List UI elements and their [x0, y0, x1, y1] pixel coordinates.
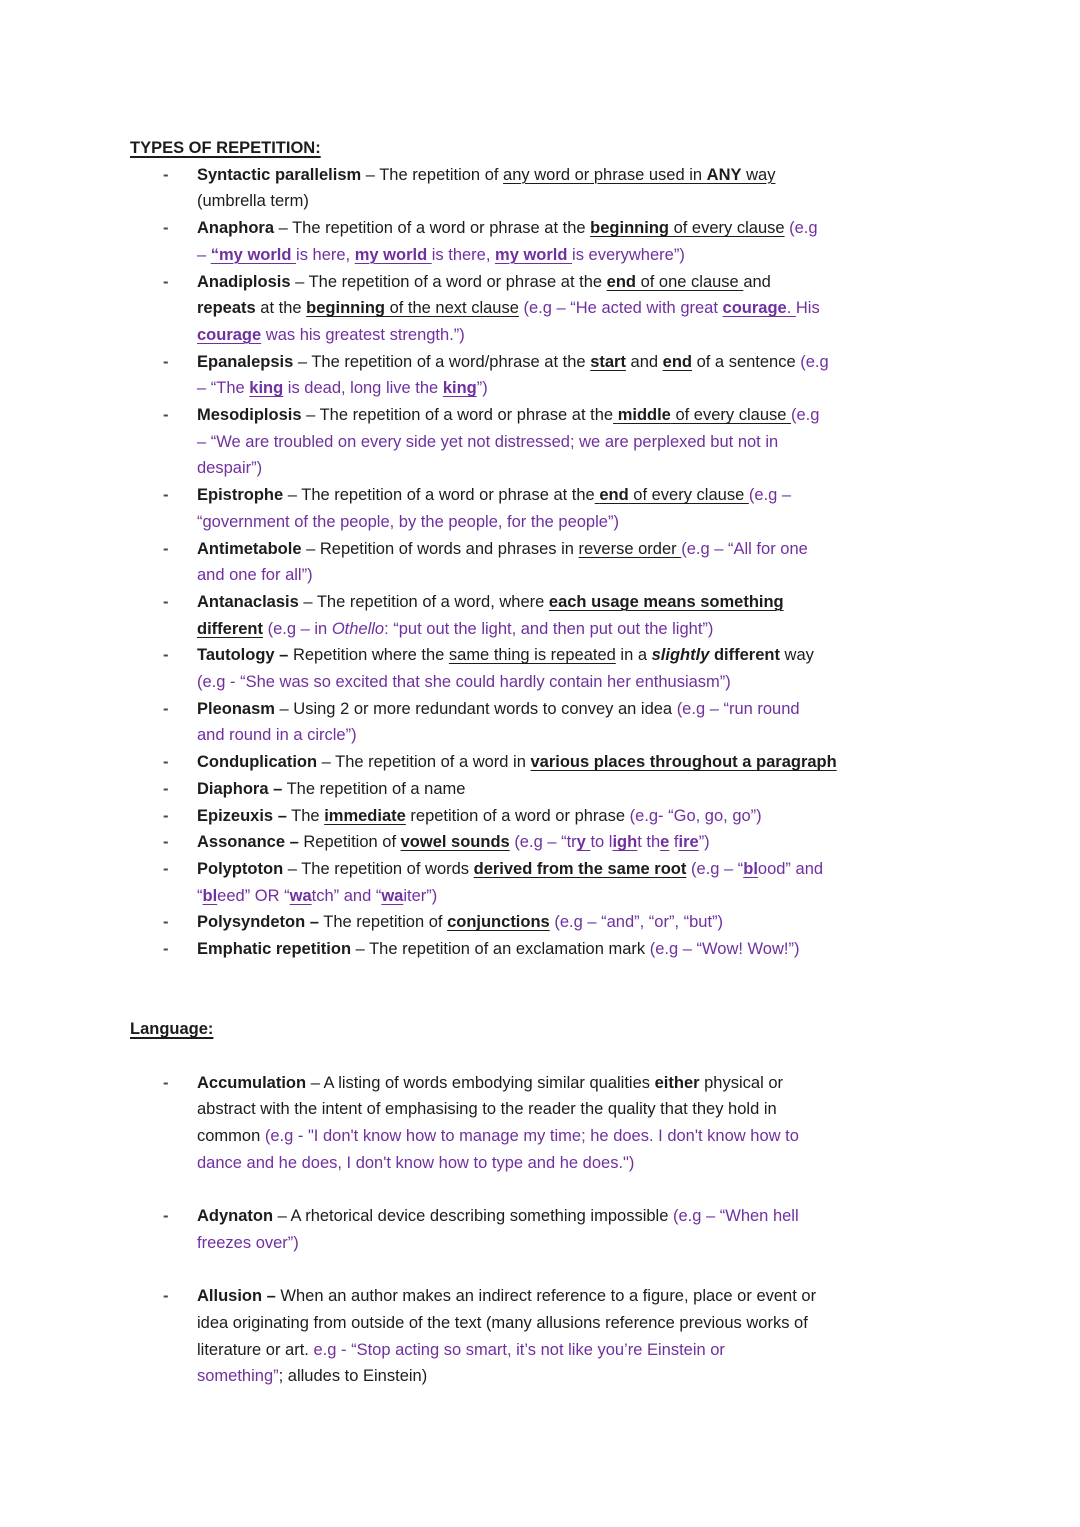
- list-item: [130, 162, 970, 215]
- text-run: – The repetition of a word or phrase at the: [283, 486, 595, 505]
- text-run: same thing is repeated: [448, 646, 616, 665]
- list-item: [130, 402, 970, 482]
- text-run: Epanalepsis: [197, 352, 294, 371]
- text-run: (e.g – “run round: [676, 699, 800, 718]
- text-run: – “The: [197, 379, 250, 398]
- text-run: His: [795, 299, 820, 318]
- text-run: is everywhere”): [572, 245, 685, 264]
- bullet-dash: -: [163, 940, 169, 959]
- text-run: e.g - “Stop acting so smart, it’s not like you’re Einstein or: [313, 1340, 725, 1359]
- text-run: way: [741, 165, 776, 184]
- list-item: [130, 803, 970, 830]
- document-page: [130, 135, 970, 1390]
- text-run: f: [669, 833, 679, 852]
- text-run: Anaphora: [197, 219, 275, 238]
- text-run: – A rhetorical device describing something impossible: [273, 1207, 673, 1226]
- item-text: [197, 936, 970, 963]
- section-heading-language: Language:: [130, 1020, 214, 1039]
- text-run: – The repetition of a word, where: [298, 592, 549, 611]
- text-run: of every clause: [668, 219, 785, 238]
- item-text: [197, 909, 970, 936]
- text-run: different: [709, 646, 780, 665]
- text-run: of one clause: [636, 272, 744, 291]
- bullet-dash: -: [163, 165, 169, 184]
- text-run: “government of the people, by the people, for the people”): [197, 512, 619, 531]
- list-item: [130, 936, 970, 963]
- text-run: Allusion –: [197, 1287, 276, 1306]
- item-text: [197, 1283, 970, 1390]
- text-run: (e.g – “tr: [514, 833, 577, 852]
- text-run: way: [779, 646, 814, 665]
- list-item: [130, 696, 970, 749]
- bullet-dash: -: [163, 1073, 169, 1092]
- text-run: – The repetition of a word in: [317, 753, 531, 772]
- text-run: bl: [202, 886, 218, 905]
- text-run: Pleonasm: [197, 699, 275, 718]
- text-run: common: [197, 1126, 265, 1145]
- bullet-dash: -: [163, 859, 169, 878]
- text-run: freezes over”): [197, 1233, 299, 1252]
- item-text: [197, 349, 970, 402]
- text-run: tch” and “: [311, 886, 382, 905]
- text-run: Accumulation: [197, 1073, 307, 1092]
- section-language: [130, 1016, 970, 1390]
- bullet-dash: -: [163, 779, 169, 798]
- text-run: any word or phrase used in: [503, 165, 707, 184]
- text-run: of a sentence: [692, 352, 801, 371]
- text-run: (e.g: [789, 219, 818, 238]
- item-text: [197, 536, 970, 589]
- item-text: [197, 215, 970, 268]
- text-run: (e.g - "I don't know how to manage my time; he does. I don't know how to: [264, 1126, 799, 1145]
- text-run: Mesodiplosis: [197, 406, 302, 425]
- text-run: is here,: [296, 245, 355, 264]
- text-run: The repetition of: [318, 913, 448, 932]
- text-run: (e.g: [791, 406, 820, 425]
- text-run: middle: [617, 406, 671, 425]
- list-item: [130, 482, 970, 535]
- text-run: is dead, long live the: [283, 379, 443, 398]
- text-run: end: [662, 352, 692, 371]
- list-item: [130, 829, 970, 856]
- text-run: Repetition where the: [288, 646, 449, 665]
- text-run: Repetition of: [298, 833, 401, 852]
- text-run: (e.g: [800, 352, 829, 371]
- text-run: different: [197, 619, 263, 638]
- text-run: (e.g –: [748, 486, 792, 505]
- item-text: [197, 1203, 970, 1256]
- bullet-dash: -: [163, 539, 169, 558]
- text-run: .: [786, 299, 796, 318]
- text-run: my world: [495, 245, 573, 264]
- item-text: [197, 776, 970, 803]
- text-run: –: [197, 245, 211, 264]
- list-item: [130, 1283, 970, 1390]
- text-run: – The repetition of: [361, 165, 504, 184]
- text-run: wa: [381, 886, 404, 905]
- text-run: abstract with the intent of emphasising to the reader the quality that they hold in: [197, 1100, 777, 1119]
- text-run: – The repetition of words: [283, 859, 474, 878]
- text-run: t th: [637, 833, 661, 852]
- text-run: ”): [476, 379, 488, 398]
- text-run: and: [743, 272, 771, 291]
- text-run: king: [249, 379, 284, 398]
- text-run: start: [590, 352, 626, 371]
- list-item: [130, 909, 970, 936]
- item-text: [197, 803, 970, 830]
- text-run: and one for all”): [197, 566, 313, 585]
- text-run: courage: [722, 299, 787, 318]
- text-run: iter”): [403, 886, 438, 905]
- item-text: [197, 1070, 970, 1177]
- bullet-dash: -: [163, 1207, 169, 1226]
- list-item: [130, 776, 970, 803]
- section-types-of-repetition: [130, 135, 970, 963]
- item-text: [197, 162, 970, 215]
- text-run: at the: [255, 299, 307, 318]
- text-run: ”): [698, 833, 710, 852]
- text-run: ; alludes to Einstein): [278, 1367, 428, 1386]
- text-run: ire: [678, 833, 699, 852]
- text-run: “: [197, 886, 203, 905]
- text-run: Adynaton: [197, 1207, 274, 1226]
- text-run: end: [599, 486, 629, 505]
- bullet-dash: -: [163, 352, 169, 371]
- bullet-dash: -: [163, 272, 169, 291]
- text-run: king: [442, 379, 477, 398]
- text-run: repetition of a word or phrase: [405, 806, 630, 825]
- text-run: Antimetabole: [197, 539, 302, 558]
- text-run: Diaphora –: [197, 779, 283, 798]
- text-run: dance and he does, I don't know how to type and he does."): [197, 1153, 635, 1172]
- text-run: idea originating from outside of the text (many allusions reference previous works of: [197, 1313, 808, 1332]
- text-run: (e.g – “When hell: [672, 1207, 799, 1226]
- list-item: [130, 856, 970, 909]
- text-run: is there,: [431, 245, 496, 264]
- bullet-dash: -: [163, 1287, 169, 1306]
- list-item: [130, 349, 970, 402]
- text-run: (e.g – “: [690, 859, 744, 878]
- text-run: my world: [354, 245, 432, 264]
- text-run: (e.g – “Wow! Wow!”): [649, 940, 800, 959]
- text-run: something”: [197, 1367, 279, 1386]
- text-run: immediate: [324, 806, 406, 825]
- text-run: Epizeuxis –: [197, 806, 287, 825]
- item-text: [197, 749, 970, 776]
- text-run: Othello: [331, 619, 385, 638]
- text-run: physical or: [699, 1073, 783, 1092]
- text-run: The: [286, 806, 325, 825]
- text-run: wa: [289, 886, 312, 905]
- list-item: [130, 269, 970, 349]
- text-run: eed” OR “: [217, 886, 290, 905]
- text-run: slightly: [651, 646, 710, 665]
- text-run: beginning: [590, 219, 669, 238]
- item-text: [197, 856, 970, 909]
- text-run: – A listing of words embodying similar qualities: [306, 1073, 655, 1092]
- text-run: of the next clause: [384, 299, 519, 318]
- item-text: [197, 589, 970, 642]
- list-item: [130, 536, 970, 589]
- bullet-dash: -: [163, 406, 169, 425]
- text-run: despair”): [197, 459, 263, 478]
- text-run: vowel sounds: [400, 833, 510, 852]
- text-run: – Repetition of words and phrases in: [301, 539, 579, 558]
- text-run: Assonance –: [197, 833, 299, 852]
- text-run: (e.g- “Go, go, go”): [629, 806, 762, 825]
- list-item: [130, 749, 970, 776]
- definition-list-language: [130, 1070, 970, 1390]
- text-run: of every clause: [670, 406, 792, 425]
- bullet-dash: -: [163, 833, 169, 852]
- definition-list-repetition: [130, 162, 970, 963]
- text-run: ood” and: [757, 859, 824, 878]
- text-run: When an author makes an indirect reference to a figure, place or event or: [275, 1287, 817, 1306]
- text-run: to l: [590, 833, 613, 852]
- text-run: – The repetition of a word or phrase at the: [290, 272, 607, 291]
- bullet-dash: -: [163, 699, 169, 718]
- text-run: Polyptoton: [197, 859, 284, 878]
- item-text: [197, 696, 970, 749]
- text-run: igh: [612, 833, 638, 852]
- list-item: [130, 215, 970, 268]
- item-text: [197, 269, 970, 349]
- bullet-dash: -: [163, 486, 169, 505]
- bullet-dash: -: [163, 219, 169, 238]
- text-run: beginning: [306, 299, 385, 318]
- text-run: – The repetition of an exclamation mark: [351, 940, 650, 959]
- text-run: Conduplication: [197, 753, 318, 772]
- item-text: [197, 829, 970, 856]
- text-run: – The repetition of a word/phrase at the: [293, 352, 591, 371]
- list-item: [130, 1070, 970, 1177]
- text-run: ANY: [706, 165, 742, 184]
- text-run: Polysyndeton –: [197, 913, 319, 932]
- text-run: (e.g – “and”, “or”, “but”): [554, 913, 724, 932]
- item-text: [197, 482, 970, 535]
- list-item: [130, 1203, 970, 1256]
- bullet-dash: -: [163, 913, 169, 932]
- text-run: y: [576, 833, 591, 852]
- item-text: [197, 402, 970, 482]
- text-run: (e.g – “He acted with great: [523, 299, 723, 318]
- bullet-dash: -: [163, 806, 169, 825]
- bullet-dash: -: [163, 592, 169, 611]
- text-run: – “We are troubled on every side yet not distressed; we are perplexed but not in: [197, 432, 779, 451]
- bullet-dash: -: [163, 646, 169, 665]
- text-run: (umbrella term): [197, 192, 309, 211]
- bullet-dash: -: [163, 753, 169, 772]
- text-run: (e.g - “She was so excited that she could hardly contain her enthusiasm”): [197, 673, 731, 692]
- text-run: conjunctions: [447, 913, 550, 932]
- text-run: repeats: [197, 299, 256, 318]
- text-run: Anadiplosis: [197, 272, 291, 291]
- text-run: courage: [197, 325, 262, 344]
- text-run: : “put out the light, and then put out the light”): [384, 619, 714, 638]
- text-run: Emphatic repetition: [197, 940, 352, 959]
- text-run: bl: [743, 859, 758, 878]
- text-run: derived from the same root: [473, 859, 687, 878]
- text-run: – Using 2 or more redundant words to convey an idea: [274, 699, 677, 718]
- text-run: reverse order: [578, 539, 682, 558]
- list-item: [130, 642, 970, 695]
- text-run: of every clause: [628, 486, 749, 505]
- text-run: literature or art.: [197, 1340, 314, 1359]
- text-run: – The repetition of a word or phrase at the: [274, 219, 591, 238]
- text-run: (e.g – “All for one: [681, 539, 808, 558]
- text-run: end: [606, 272, 636, 291]
- text-run: and: [625, 352, 663, 371]
- text-run: and round in a circle”): [197, 726, 357, 745]
- text-run: each usage means something: [548, 592, 784, 611]
- text-run: The repetition of a name: [282, 779, 466, 798]
- text-run: was his greatest strength.”): [261, 325, 465, 344]
- text-run: Tautology –: [197, 646, 289, 665]
- section-heading-types-of-repetition: TYPES OF REPETITION:: [130, 139, 321, 157]
- text-run: Epistrophe: [197, 486, 284, 505]
- item-text: [197, 642, 970, 695]
- text-run: – The repetition of a word or phrase at the: [301, 406, 614, 425]
- text-run: various places throughout a paragraph: [530, 753, 837, 772]
- text-run: Syntactic parallelism: [197, 165, 362, 184]
- text-run: Antanaclasis: [197, 592, 299, 611]
- text-run: (e.g – in: [267, 619, 332, 638]
- text-run: “my world: [210, 245, 297, 264]
- text-run: in a: [615, 646, 652, 665]
- list-item: [130, 589, 970, 642]
- text-run: e: [660, 833, 670, 852]
- text-run: either: [654, 1073, 700, 1092]
